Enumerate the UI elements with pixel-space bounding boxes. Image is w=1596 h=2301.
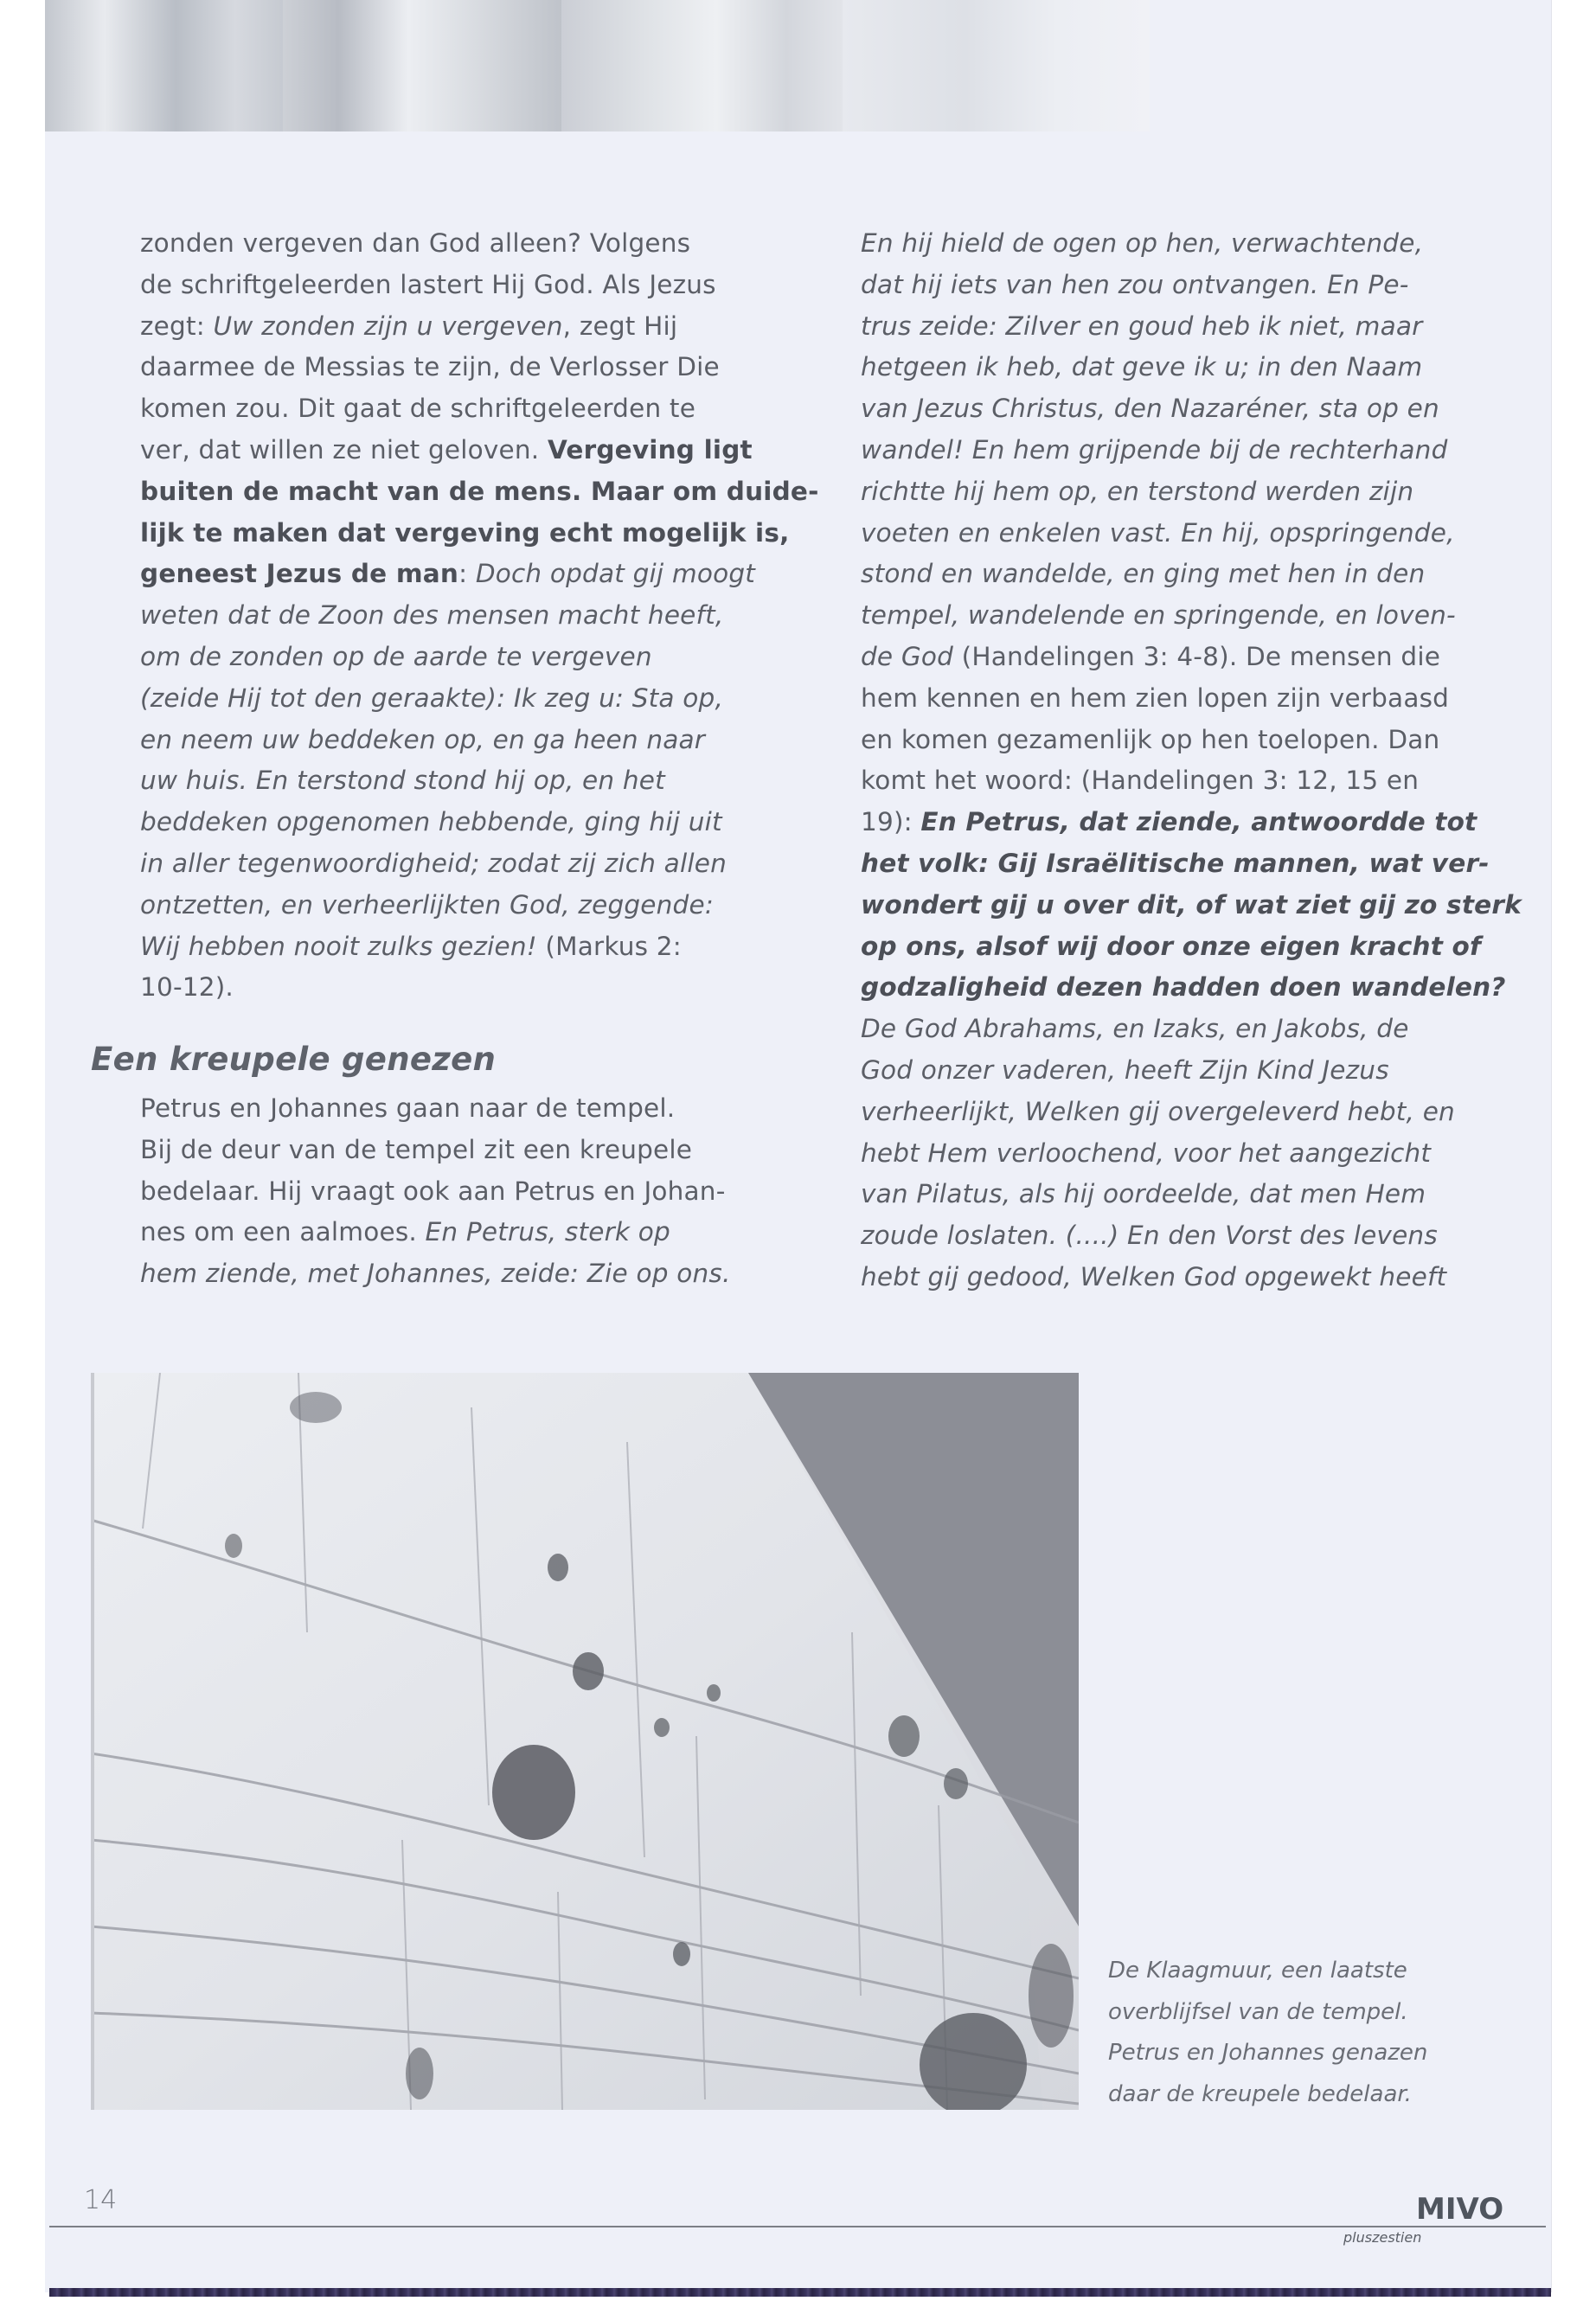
text-line (861, 513, 1484, 554)
text-run: buiten de macht van de mens. Maar om duide- (140, 476, 819, 506)
text-run: voeten en enkelen vast. En hij, opspringende, (861, 517, 1455, 548)
text-line (861, 1009, 1484, 1050)
text-line (861, 678, 1484, 720)
text-run: wondert gij u over dit, of wat ziet gij zo sterk (861, 889, 1522, 920)
text-run: Wij hebben nooit zulks gezien! (140, 931, 537, 961)
text-run: 10-12). (140, 972, 234, 1003)
text-line (861, 967, 1506, 1009)
banner-photo-3 (561, 0, 843, 131)
text-run: dat hij iets van hen zou ontvangen. En Pe- (861, 269, 1409, 299)
text-run: trus zeide: Zilver en goud heb ik niet, maar (861, 311, 1423, 341)
page-number: 14 (84, 2185, 118, 2215)
text-run: (Handelingen 3: 4-8). De mensen die (953, 641, 1441, 671)
caption-line: overblijfsel van de tempel. (1108, 1998, 1408, 2025)
text-line (861, 843, 1490, 885)
text-line (140, 513, 790, 554)
brand-tagline: pluszestien (1343, 2229, 1422, 2246)
text-line (861, 554, 1484, 595)
text-run: van Jezus Christus, den Nazaréner, sta op en (861, 394, 1439, 424)
text-line (140, 926, 772, 968)
text-run: om de zonden op de aarde te vergeven (140, 641, 652, 671)
text-run: En Petrus, sterk op (425, 1217, 670, 1247)
text-line (140, 1171, 772, 1213)
text-line (140, 265, 772, 306)
text-line (140, 967, 772, 1009)
text-line (140, 885, 772, 926)
text-line (861, 1174, 1484, 1215)
text-run: Doch opdat gij moogt (475, 559, 756, 589)
text-run: nes om een aalmoes. (140, 1217, 426, 1247)
text-line (861, 265, 1484, 306)
text-line (140, 347, 772, 388)
text-line (861, 885, 1522, 926)
text-run: de schriftgeleerden lastert Hij God. Als Jezus (140, 269, 716, 299)
right-column-text (861, 223, 1522, 1298)
text-line (140, 637, 772, 678)
text-line (140, 223, 772, 265)
text-line (861, 1050, 1484, 1092)
text-line (140, 595, 772, 637)
wailing-wall-photo (91, 1373, 1079, 2110)
text-line (140, 1130, 772, 1171)
text-line (140, 720, 772, 761)
text-run: ontzetten, en verheerlijkten God, zeggende: (140, 889, 714, 920)
text-run: Petrus en Johannes gaan naar de tempel. (140, 1093, 676, 1123)
text-line (140, 430, 772, 471)
text-run: daarmee de Messias te zijn, de Verlosser Die (140, 352, 720, 382)
text-line (861, 760, 1484, 802)
caption-line: De Klaagmuur, een laatste (1108, 1958, 1407, 1984)
text-line (140, 1253, 772, 1295)
text-run: zegt: (140, 311, 214, 341)
text-run: uw huis. En terstond stond hij op, en het (140, 766, 665, 796)
text-line (861, 388, 1484, 430)
photo-caption (1108, 1951, 1489, 2115)
caption-line: daar de kreupele bedelaar. (1108, 2080, 1412, 2107)
text-run: komen zou. Dit gaat de schriftgeleerden te (140, 394, 696, 424)
banner-photo-2 (283, 0, 561, 131)
text-run: wandel! En hem grijpende bij de rechterhand (861, 434, 1448, 465)
text-line (140, 760, 772, 802)
footer-divider (49, 2226, 1546, 2227)
text-run: (zeide Hij tot den geraakte): Ik zeg u: Sta op, (140, 683, 724, 713)
text-run: (Markus 2: (536, 931, 682, 961)
text-line (140, 306, 772, 348)
text-run: hebt Hem verloochend, voor het aangezicht (861, 1138, 1432, 1168)
text-run: van Pilatus, als hij oordeelde, dat men Hem (861, 1179, 1426, 1209)
text-run: tempel, wandelende en springende, en loven- (861, 600, 1456, 631)
text-run: beddeken opgenomen hebbende, ging hij uit (140, 807, 722, 837)
text-run: bedelaar. Hij vraagt ook aan Petrus en Johan- (140, 1176, 726, 1206)
text-run: weten dat de Zoon des mensen macht heeft, (140, 600, 724, 631)
text-line (861, 430, 1484, 471)
page-bottom-edge (49, 2288, 1551, 2297)
text-run: de God (861, 641, 954, 671)
caption-line: Petrus en Johannes genazen (1108, 2040, 1428, 2066)
text-line (861, 347, 1484, 388)
text-line (140, 843, 772, 885)
text-line (861, 595, 1484, 637)
text-run: op ons, alsof wij door onze eigen kracht of (861, 931, 1481, 961)
banner-photo-1 (45, 0, 283, 131)
text-run: zonden vergeven dan God alleen? Volgens (140, 228, 691, 258)
text-line (861, 802, 1484, 843)
text-line (140, 1212, 772, 1253)
text-run: stond en wandelde, en ging met hen in den (861, 559, 1426, 589)
text-line (140, 1088, 772, 1130)
text-run: en neem uw beddeken op, en ga heen naar (140, 724, 706, 754)
text-line (140, 388, 772, 430)
text-line (861, 223, 1484, 265)
text-run: zoude loslaten. (....) En den Vorst des levens (861, 1221, 1438, 1251)
text-run: verheerlijkt, Welken gij overgeleverd hebt, en (861, 1096, 1455, 1126)
text-run: en komen gezamenlijk op hen toelopen. Dan (861, 724, 1440, 754)
text-line (861, 471, 1484, 513)
text-run: godzaligheid dezen hadden doen wandelen? (861, 972, 1506, 1003)
text-line (861, 926, 1484, 968)
text-line (861, 637, 1484, 678)
brand-logo: MIVO (1416, 2192, 1504, 2227)
text-run: En Petrus, dat ziende, antwoordde tot (920, 807, 1477, 837)
section-body-text (140, 1088, 772, 1295)
text-run: Bij de deur van de tempel zit een kreupele (140, 1134, 693, 1164)
text-line (140, 471, 819, 513)
text-run: lijk te maken dat vergeving echt mogelijk is, (140, 517, 790, 548)
text-run: in aller tegenwoordigheid; zodat zij zich allen (140, 848, 727, 878)
left-column-text (140, 223, 819, 1009)
text-run: ver, dat willen ze niet geloven. (140, 434, 548, 465)
banner-photo-4 (843, 0, 1150, 131)
text-run: Vergeving ligt (547, 434, 753, 465)
text-run: De God Abrahams, en Izaks, en Jakobs, de (861, 1014, 1409, 1044)
text-line (861, 1092, 1484, 1133)
text-run: , zegt Hij (562, 311, 678, 341)
text-run: het volk: Gij Israëlitische mannen, wat ver- (861, 848, 1490, 878)
text-line (140, 678, 772, 720)
text-run: God onzer vaderen, heeft Zijn Kind Jezus (861, 1054, 1389, 1085)
header-photo-banner (45, 0, 1150, 131)
text-run: richtte hij hem op, en terstond werden zijn (861, 476, 1414, 506)
text-line (861, 720, 1484, 761)
section-heading: Een kreupele genezen (91, 1041, 497, 1078)
text-line (140, 802, 772, 843)
text-run: hem kennen en hem zien lopen zijn verbaasd (861, 683, 1450, 713)
text-line (861, 1215, 1484, 1257)
text-run: 19): (861, 807, 921, 837)
text-run: hetgeen ik heb, dat geve ik u; in den Naam (861, 352, 1423, 382)
text-line (140, 554, 772, 595)
text-run: komt het woord: (Handelingen 3: 12, 15 en (861, 766, 1420, 796)
text-run: Uw zonden zijn u vergeven (213, 311, 563, 341)
text-line (861, 1133, 1484, 1175)
text-run: hem ziende, met Johannes, zeide: Zie op ons. (140, 1259, 731, 1289)
text-run: geneest Jezus de man (140, 559, 459, 589)
text-line (861, 306, 1484, 348)
text-run: : (458, 559, 476, 589)
text-run: hebt gij gedood, Welken God opgewekt heeft (861, 1261, 1447, 1292)
text-run: En hij hield de ogen op hen, verwachtende, (861, 228, 1424, 258)
text-line (861, 1257, 1484, 1298)
